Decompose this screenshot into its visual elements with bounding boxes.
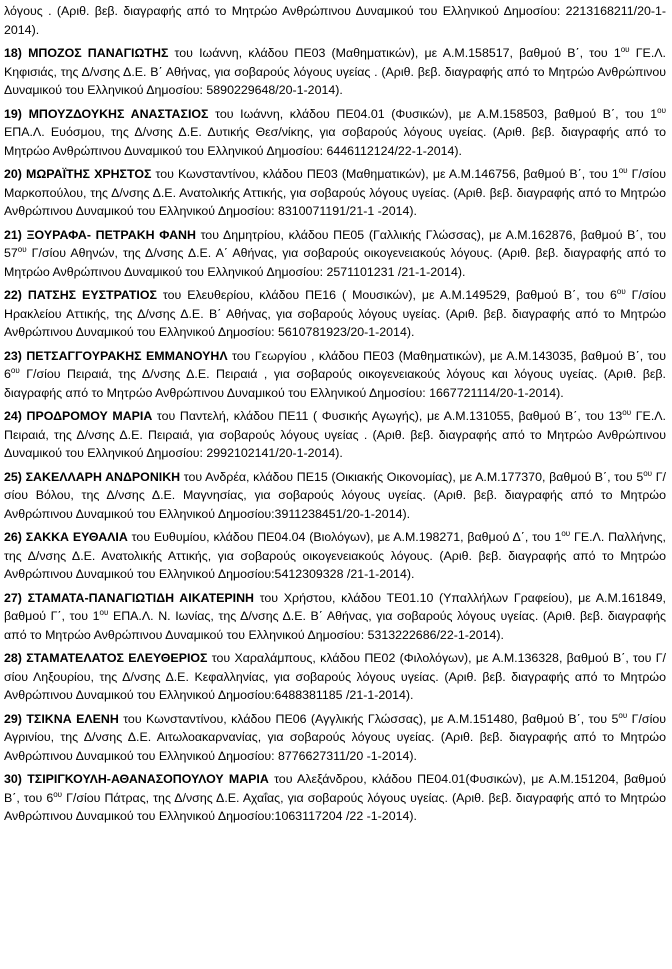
entry-text: του Ιωάννη, κλάδου ΠΕ03 (Μαθηματικών), με Α.Μ.158517, βαθμού Β΄, του 1 <box>168 46 621 60</box>
person-name: ΜΠΟΖΟΣ ΠΑΝΑΓΙΩΤΗΣ <box>28 46 169 60</box>
list-item <box>4 770 666 826</box>
list-item <box>4 649 666 705</box>
continuation-paragraph: λόγους . (Αριθ. βεβ. διαγραφής από το Μητρώο Ανθρώπινου Δυναμικού του Ελληνικού Δημοσίου: 2213168211/20-1-2014). <box>4 4 666 37</box>
entry-text: του Δημητρίου, κλάδου ΠΕ05 (Γαλλικής Γλώσσας), με Α.Μ.162876, βαθμού Β΄, του 57 <box>4 227 666 260</box>
person-name: ΣΤΑΜΑΤΕΛΑΤΟΣ ΕΛΕΥΘΕΡΙΟΣ <box>26 651 208 665</box>
entry-number: 24) <box>4 409 22 423</box>
entry-text: του Κωνσταντίνου, κλάδου ΠΕ03 (Μαθηματικών), με Α.Μ.146756, βαθμού Β΄, του 1 <box>151 167 619 181</box>
entry-text: του Ευθυμίου, κλάδου ΠΕ04.04 (Βιολόγων), με Α.Μ.198271, βαθμού Δ΄, του 1 <box>127 530 562 544</box>
list-item <box>4 44 666 100</box>
person-name: ΜΩΡΑΪΤΗΣ ΧΡΗΣΤΟΣ <box>26 167 152 181</box>
entry-number: 29) <box>4 711 22 726</box>
person-name: ΤΣΙΚΝΑ ΕΛΕΝΗ <box>26 711 119 726</box>
entry-text: του Χαραλάμπους, κλάδου ΠΕ02 (Φιλολόγων), με Α.Μ.136328, βαθμού Β΄, του Γ/σίου Ληξουρίου, της Δ/νσης Δ.Ε. Κεφαλληνίας, για σοβαρούς λόγους υγείας. (Αριθ. βεβ. διαγραφής από το Μητρώο Ανθρώπινου Δυναμικού του Ελληνικού Δημοσίου:6488381185 /21-1-2014). <box>4 651 666 702</box>
document-body <box>4 2 666 831</box>
entries-list <box>4 44 666 826</box>
person-name: ΤΣΙΡΙΓΚΟΥΛΗ-ΑΘΑΝΑΣΟΠΟΥΛΟΥ ΜΑΡΙΑ <box>27 772 269 786</box>
list-item <box>4 226 666 282</box>
entry-text: του Ανδρέα, κλάδου ΠΕ15 (Οικιακής Οικονομίας), με Α.Μ.177370, βαθμού Β΄, του 5 <box>180 469 644 484</box>
entry-number: 19) <box>4 106 22 121</box>
entry-text-cont: Γ/σίου Ηρακλείου Αττικής, της Δ/νσης Δ.Ε. Β΄ Αθήνας, για σοβαρούς λόγους υγείας. (Αριθ. βεβ. διαγραφής από το Μητρώο Ανθρώπινου Δυναμικού του Ελληνικού Δημοσίου: 5610781923/20-1-2014). <box>4 288 666 339</box>
list-item <box>4 165 666 221</box>
ordinal-suffix: ου <box>561 529 571 538</box>
entry-number: 20) <box>4 167 22 181</box>
ordinal-suffix: ου <box>643 468 653 478</box>
person-name: ΣΑΚΕΛΛΑΡΗ ΑΝΔΡΟΝΙΚΗ <box>25 469 181 484</box>
entry-number: 18) <box>4 46 22 60</box>
entry-number: 23) <box>4 348 22 363</box>
person-name: ΜΠΟΥΖΔΟΥΚΗΣ ΑΝΑΣΤΑΣΙΟΣ <box>28 106 209 121</box>
entry-number: 22) <box>4 288 22 302</box>
list-item <box>4 347 666 403</box>
entry-number: 28) <box>4 651 22 665</box>
person-name: ΣΤΑΜΑΤΑ-ΠΑΝΑΓΙΩΤΙΔΗ ΑΙΚΑΤΕΡΙΝΗ <box>27 590 255 605</box>
entry-text-cont: Γ/σίου Αγρινίου, της Δ/νσης Δ.Ε. Αιτωλοακαρνανίας, για σοβαρούς λόγους υγείας. (Αριθ. βεβ. διαγραφής από το Μητρώο Ανθρώπινου Δυναμικού του Ελληνικού Δημοσίου: 8776627311/20 -1-2014). <box>4 711 666 763</box>
ordinal-suffix: ου <box>622 408 632 417</box>
ordinal-suffix: ου <box>10 366 20 375</box>
entry-text: του Ελευθερίου, κλάδου ΠΕ16 ( Μουσικών), με Α.Μ.149529, βαθμού Β΄, του 6 <box>156 288 617 302</box>
person-name: ΣΑΚΚΑ ΕΥΘΑΛΙΑ <box>25 530 128 544</box>
entry-text: του Γεωργίου , κλάδου ΠΕ03 (Μαθηματικών), με Α.Μ.143035, βαθμού Β΄, του 6 <box>4 348 666 381</box>
ordinal-suffix: ου <box>620 45 630 54</box>
entry-text-cont: ΓΕ.Λ. Κηφισιάς, της Δ/νσης Δ.Ε. Β΄ Αθήνας, για σοβαρούς λόγους υγείας . (Αριθ. βεβ. διαγραφής από το Μητρώο Ανθρώπινου Δυναμικού του Ελληνικού Δημοσίου: 5890229648/20-1-2014). <box>4 46 666 97</box>
list-item <box>4 468 666 524</box>
entry-text-cont: ΓΕ.Λ. Παλλήνης, της Δ/νσης Δ.Ε. Ανατολικής Αττικής, για σοβαρούς οικογενειακούς λόγους. (Αριθ. βεβ. διαγραφής από το Μητρώο Ανθρώπινου Δυναμικού του Ελληνικού Δημοσίου:5412309328 /21-1-2014). <box>4 530 667 581</box>
entry-text-cont: Γ/σίου Αθηνών, της Δ/νσης Δ.Ε. Α΄ Αθήνας, για σοβαρούς οικογενειακούς λόγους. (Αριθ. βεβ. διαγραφής από το Μητρώο Ανθρώπινου Δυναμικού του Ελληνικού Δημοσίου: 2571101231 /21-1-2014). <box>4 246 666 279</box>
entry-text: του Ιωάννη, κλάδου ΠΕ04.01 (Φυσικών), με Α.Μ.158503, βαθμού Β΄, του 1 <box>208 106 658 121</box>
entry-text: του Αλεξάνδρου, κλάδου ΠΕ04.01(Φυσικών), με Α.Μ.151204, βαθμού Β΄, του 6 <box>4 772 666 805</box>
entry-text-cont: ΕΠΑ.Λ. Ευόσμου, της Δ/νσης Δ.Ε. Δυτικής Θεσ/νίκης, για σοβαρούς λόγους υγείας. (Αριθ. βεβ. διαγραφής από το Μητρώο Ανθρώπινου Δυναμικού του Ελληνικού Δημοσίου: 6446112124/22-1-2014). <box>4 125 666 158</box>
entry-number: 21) <box>4 227 22 242</box>
entry-text-cont: Γ/σίου Μαρκοπούλου, της Δ/νσης Δ.Ε. Ανατολικής Αττικής, για σοβαρούς λόγους υγείας. (Αριθ. βεβ. διαγραφής από το Μητρώο Ανθρώπινου Δυναμικού του Ελληνικού Δημοσίου: 8310071191/21-1 -2014). <box>4 167 666 218</box>
entry-text-cont: Γ/σίου Πειραιά, της Δ/νσης Δ.Ε. Πειραιά , για σοβαρούς οικογενειακούς λόγους και λόγους υγείας. (Αριθ. βεβ. διαγραφής από το Μητρώο Ανθρώπινου Δυναμικού του Ελληνικού Δημοσίου: 1667721114/20-1-2014). <box>4 367 666 400</box>
ordinal-suffix: ου <box>616 287 626 296</box>
list-item <box>4 105 666 161</box>
ordinal-suffix: ου <box>618 710 628 720</box>
entry-text-cont: Γ/σίου Πάτρας, της Δ/νσης Δ.Ε. Αχαΐας, για σοβαρούς λόγους υγείας. (Αριθ. βεβ. διαγραφής από το Μητρώο Ανθρώπινου Δυναμικού του Ελληνικού Δημοσίου:1063117204 /22 -1-2014). <box>4 790 667 823</box>
person-name: ΠΡΟΔΡΟΜΟΥ ΜΑΡΙΑ <box>26 409 153 423</box>
entry-text: του Χρήστου, κλάδου ΤΕ01.10 (Υπαλλήλων Γραφείου), με Α.Μ.161849, βαθμού Γ΄, του 1 <box>4 590 667 623</box>
person-name: ΠΕΤΣΑΓΓΟΥΡΑΚΗΣ ΕΜΜΑΝΟΥΗΛ <box>26 348 228 363</box>
list-item <box>4 589 666 645</box>
entry-number: 27) <box>4 590 22 605</box>
ordinal-suffix: ου <box>618 166 628 175</box>
entry-text: του Κωνσταντίνου, κλάδου ΠΕ06 (Αγγλικής Γλώσσας), με Α.Μ.151480, βαθμού Β΄, του 5 <box>118 711 619 726</box>
list-item <box>4 407 666 463</box>
list-item <box>4 286 666 342</box>
entry-text-cont: Γ/σίου Βόλου, της Δ/νσης Δ.Ε. Μαγνησίας, για σοβαρούς λόγους υγείας. (Αριθ. βεβ. διαγραφής από το Μητρώο Ανθρώπινου Δυναμικού του Ελληνικού Δημοσίου:3911238451/20-1-2014). <box>4 469 666 521</box>
ordinal-suffix: ου <box>53 789 63 799</box>
list-item <box>4 528 666 584</box>
entry-text-cont: ΕΠΑ.Λ. Ν. Ιωνίας, της Δ/νσης Δ.Ε. Β΄ Αθήνας, για σοβαρούς λόγους υγείας. (Αριθ. βεβ. διαγραφής από το Μητρώο Ανθρώπινου Δυναμικού του Ελληνικού Δημοσίου: 5313222686/22-1-2014). <box>4 609 666 642</box>
ordinal-suffix: ου <box>657 105 666 115</box>
list-item <box>4 710 666 766</box>
ordinal-suffix: ου <box>17 245 27 254</box>
entry-text-cont: ΓΕ.Λ. Πειραιά, της Δ/νσης Δ.Ε. Πειραιά, για σοβαρούς λόγους υγείας . (Αριθ. βεβ. διαγραφής από το Μητρώο Ανθρώπινου Δυναμικού του Ελληνικού Δημοσίου: 2992102141/20-1-2014). <box>4 409 666 460</box>
ordinal-suffix: ου <box>99 608 109 617</box>
entry-number: 25) <box>4 469 22 484</box>
entry-number: 26) <box>4 530 22 544</box>
person-name: ΞΟΥΡΑΦΑ- ΠΕΤΡΑΚΗ ΦΑΝΗ <box>26 227 196 242</box>
person-name: ΠΑΤΣΗΣ ΕΥΣΤΡΑΤΙΟΣ <box>27 288 157 302</box>
entry-text: του Παντελή, κλάδου ΠΕ11 ( Φυσικής Αγωγής), με Α.Μ.131055, βαθμού Β΄, του 13 <box>152 409 623 423</box>
entry-number: 30) <box>4 772 22 786</box>
